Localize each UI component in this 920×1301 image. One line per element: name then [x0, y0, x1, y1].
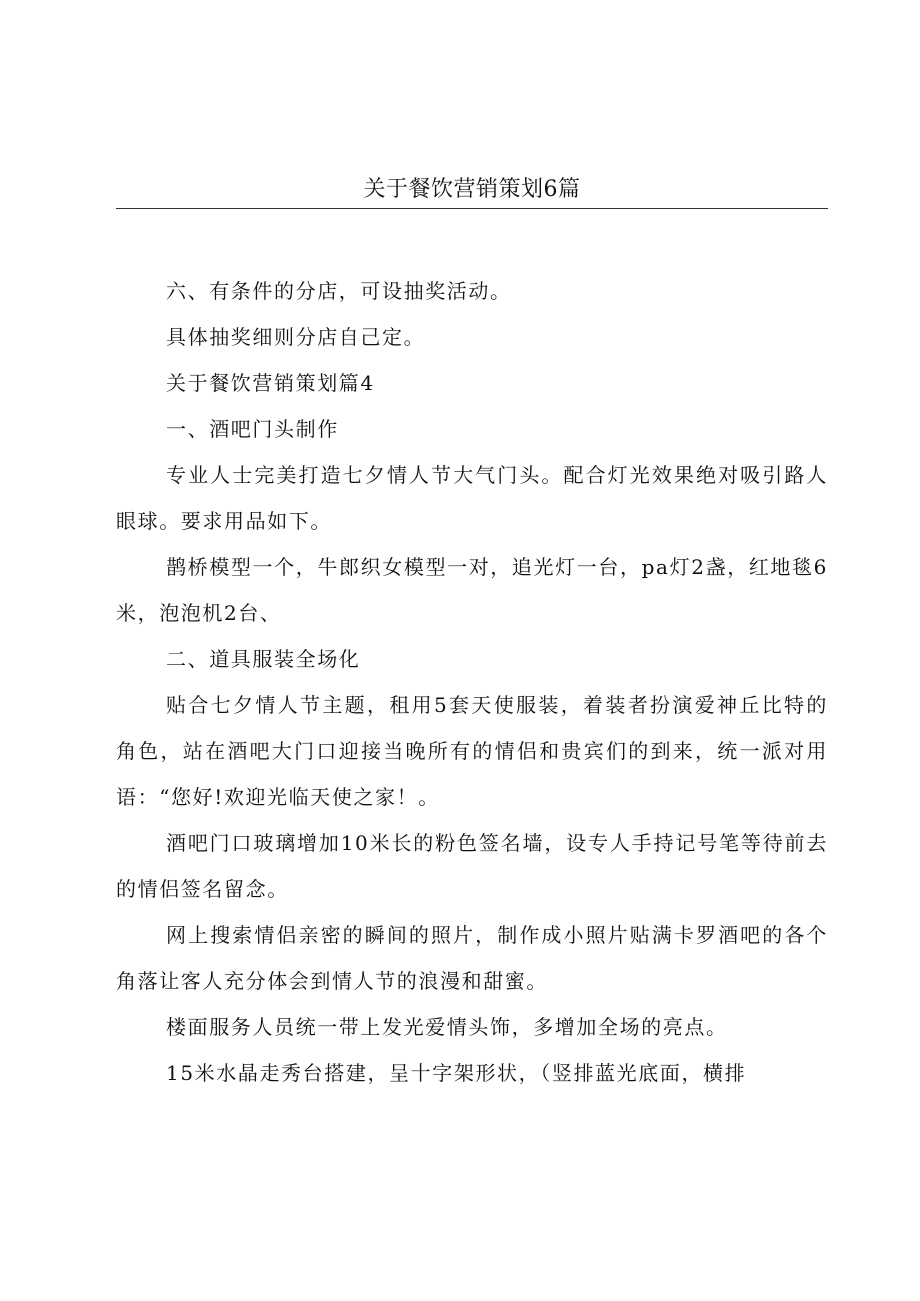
- paragraph: 15米水晶走秀台搭建，呈十字架形状，（竖排蓝光底面，横排: [166, 1061, 747, 1085]
- paragraph: 贴合七夕情人节主题，租用5套天使服装，着装者扮演爱神丘比特的角色，站在酒吧大门口迎接当晚所有的情侣和贵宾们的到来，统一派对用语：“您好!欢迎光临天使之家！。: [116, 693, 828, 809]
- paragraph: 具体抽奖细则分店自己定。: [166, 325, 426, 349]
- paragraph: 网上搜索情侣亲密的瞬间的照片，制作成小照片贴满卡罗酒吧的各个角落让客人充分体会到情人节的浪漫和甜蜜。: [116, 923, 828, 993]
- subsection-heading: 一、酒吧门头制作: [166, 417, 339, 441]
- paragraph: 六、有条件的分店，可设抽奖活动。: [166, 279, 512, 303]
- paragraph: 酒吧门口玻璃增加10米长的粉色签名墙，设专人手持记号笔等待前去的情侣签名留念。: [116, 831, 828, 901]
- page-title: 关于餐饮营销策划6篇: [363, 177, 581, 202]
- subsection-heading: 二、道具服装全场化: [166, 647, 361, 671]
- section-heading: 关于餐饮营销策划篇4: [166, 371, 375, 395]
- paragraph: 楼面服务人员统一带上发光爱情头饰，多增加全场的亮点。: [166, 1015, 728, 1039]
- page-header: [116, 170, 828, 209]
- document-body: [116, 268, 828, 1096]
- paragraph: 专业人士完美打造七夕情人节大气门头。配合灯光效果绝对吸引路人眼球。要求用品如下。: [116, 463, 828, 533]
- paragraph: 鹊桥模型一个，牛郎织女模型一对，追光灯一台，pa灯2盏，红地毯6米，泡泡机2台、: [116, 555, 828, 625]
